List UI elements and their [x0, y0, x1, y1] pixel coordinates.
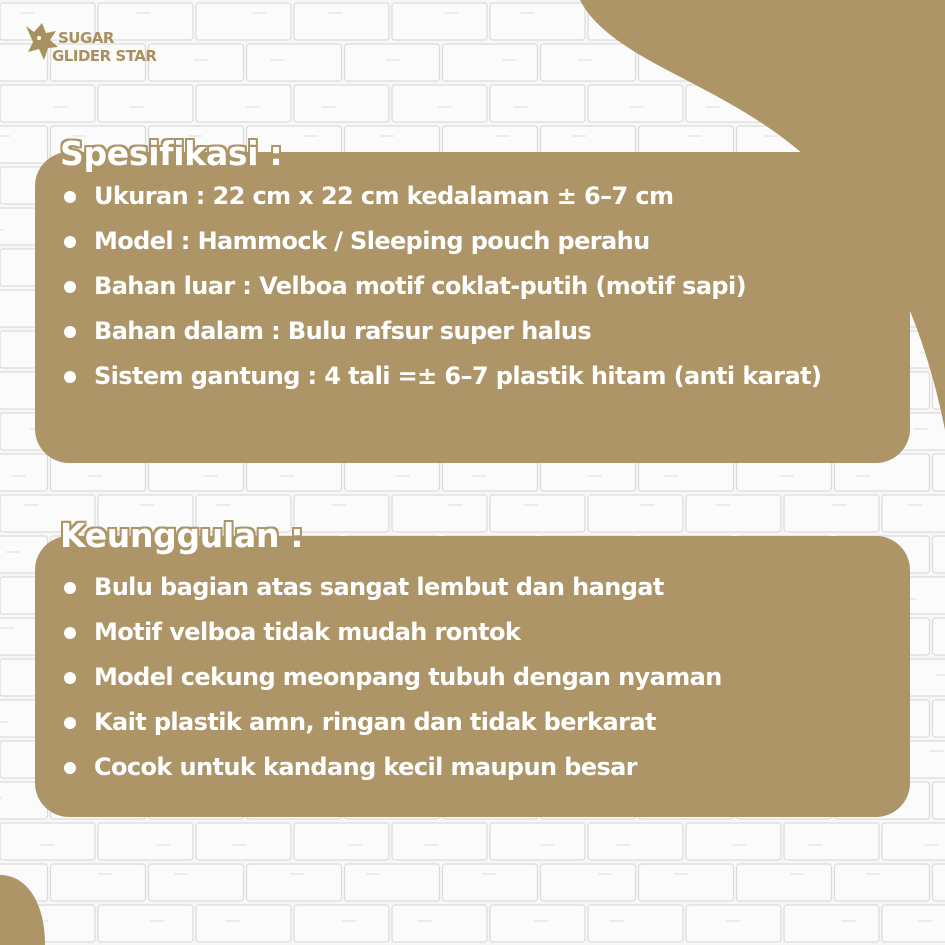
list-item [60, 571, 880, 604]
list-item-text: Cocok untuk kandang kecil maupun besar [94, 753, 638, 781]
bullet-icon [64, 582, 76, 594]
list-item [60, 360, 880, 393]
brand-logo [22, 20, 157, 74]
list-item [60, 270, 880, 303]
list-item-text: Model : Hammock / Sleeping pouch perahu [94, 227, 650, 255]
list-item [60, 180, 880, 213]
bullet-icon [64, 281, 76, 293]
list-item-text: Ukuran : 22 cm x 22 cm kedalaman ± 6–7 cm [94, 182, 674, 210]
list-item [60, 616, 880, 649]
list-item-text: Bulu bagian atas sangat lembut dan hangat [94, 573, 664, 601]
bullet-icon [64, 672, 76, 684]
list-item-text: Bahan luar : Velboa motif coklat-putih (motif sapi) [94, 272, 746, 300]
bullet-icon [64, 191, 76, 203]
specification-heading: Spesifikasi : [60, 134, 283, 173]
bullet-icon [64, 326, 76, 338]
advantages-heading: Keunggulan : [60, 516, 304, 555]
bullet-icon [64, 717, 76, 729]
list-item-text: Kait plastik amn, ringan dan tidak berkarat [94, 708, 656, 736]
bullet-icon [64, 762, 76, 774]
list-item [60, 225, 880, 258]
brand-name-line1: SUGAR [58, 29, 114, 47]
list-item [60, 751, 880, 784]
brand-name-line2: GLIDER STAR [52, 47, 157, 65]
advantages-list [60, 571, 880, 796]
specification-list [60, 180, 880, 405]
bullet-icon [64, 371, 76, 383]
bullet-icon [64, 236, 76, 248]
list-item-text: Sistem gantung : 4 tali =± 6–7 plastik hitam (anti karat) [94, 362, 822, 390]
list-item-text: Motif velboa tidak mudah rontok [94, 618, 521, 646]
list-item-text: Model cekung meonpang tubuh dengan nyaman [94, 663, 722, 691]
list-item [60, 661, 880, 694]
list-item [60, 315, 880, 348]
list-item [60, 706, 880, 739]
bullet-icon [64, 627, 76, 639]
list-item-text: Bahan dalam : Bulu rafsur super halus [94, 317, 592, 345]
